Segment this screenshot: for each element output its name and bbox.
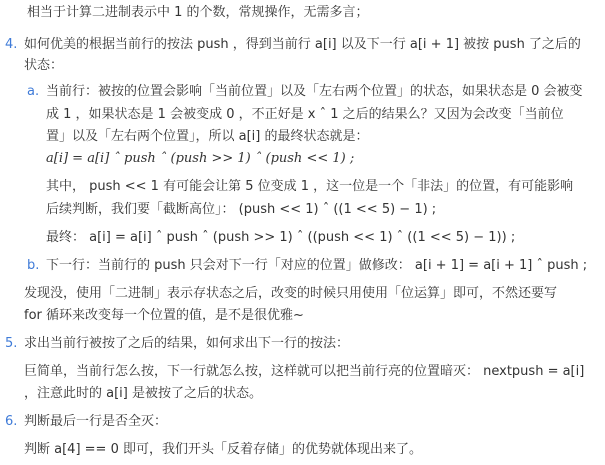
- item5-paragraph-line1: 巨简单，当前行怎么按，下一行就怎么按，这样就可以把当前行亮的位置暗灭： nextpush = a[i]: [24, 364, 585, 379]
- item4a-line5: 后续判断，我们要「截断高位」： (push << 1) ˆ ((1 << 5) − 1) ;: [46, 202, 437, 217]
- item6-line1: 判断最后一行是否全灭：: [24, 414, 168, 429]
- item4a-line6: 最终： a[i] = a[i] ˆ push ˆ (push >> 1) ˆ ((push << 1) ˆ ((1 << 5) − 1)) ;: [46, 230, 516, 245]
- formula-current-row: a[i] = a[i] ˆ push ˆ (push >> 1) ˆ (push << 1) ;: [46, 151, 355, 166]
- list-number-4: 4.: [5, 37, 18, 52]
- item4a-line3: 置」以及「左右两个位置」，所以 a[i] 的最终状态就是：: [46, 129, 369, 144]
- list-number-5: 5.: [5, 336, 18, 351]
- list-number-6: 6.: [5, 414, 18, 429]
- item4-line2: 状态：: [24, 58, 64, 73]
- sublist-letter-a: a.: [27, 84, 40, 99]
- item4a-line2: 成 1 ，如果状态是 1 会被变成 0 ，不正好是 x ˆ 1 之后的结果么？又因为会改变「当前位: [46, 107, 564, 122]
- item4a-line1: 当前行：被按的位置会影响「当前位置」以及「左右两个位置」的状态，如果状态是 0 会被变: [46, 84, 583, 99]
- item4-line1: 如何优美的根据当前行的按法 push ，得到当前行 a[i] 以及下一行 a[i + 1] 被按 push 了之后的: [24, 37, 581, 52]
- item6-paragraph-line1: 判断 a[4] == 0 即可，我们开头「反着存储」的优势就体现出来了。: [24, 442, 422, 457]
- item4-paragraph-line2: for 循环来改变每一个位置的值，是不是很优雅~: [24, 308, 304, 323]
- item4a-line4: 其中， push << 1 有可能会让第 5 位变成 1 ，这一位是一个「非法」的位置，有可能影响: [46, 179, 574, 194]
- item4-paragraph-line1: 发现没，使用「二进制」表示存状态之后，改变的时候只用使用「位运算」即可，不然还要写: [24, 286, 558, 301]
- sublist-letter-b: b.: [27, 258, 40, 273]
- paragraph-intro: 相当于计算二进制表示中 1 的个数，常规操作，无需多言；: [27, 5, 369, 20]
- item5-paragraph-line2: ，注意此时的 a[i] 是被按了之后的状态。: [24, 386, 262, 401]
- item4b-line1: 下一行：当前行的 push 只会对下一行「对应的位置」做修改： a[i + 1] = a[i + 1] ˆ push ;: [46, 258, 588, 273]
- item5-line1: 求出当前行被按了之后的结果，如何求出下一行的按法：: [24, 336, 350, 351]
